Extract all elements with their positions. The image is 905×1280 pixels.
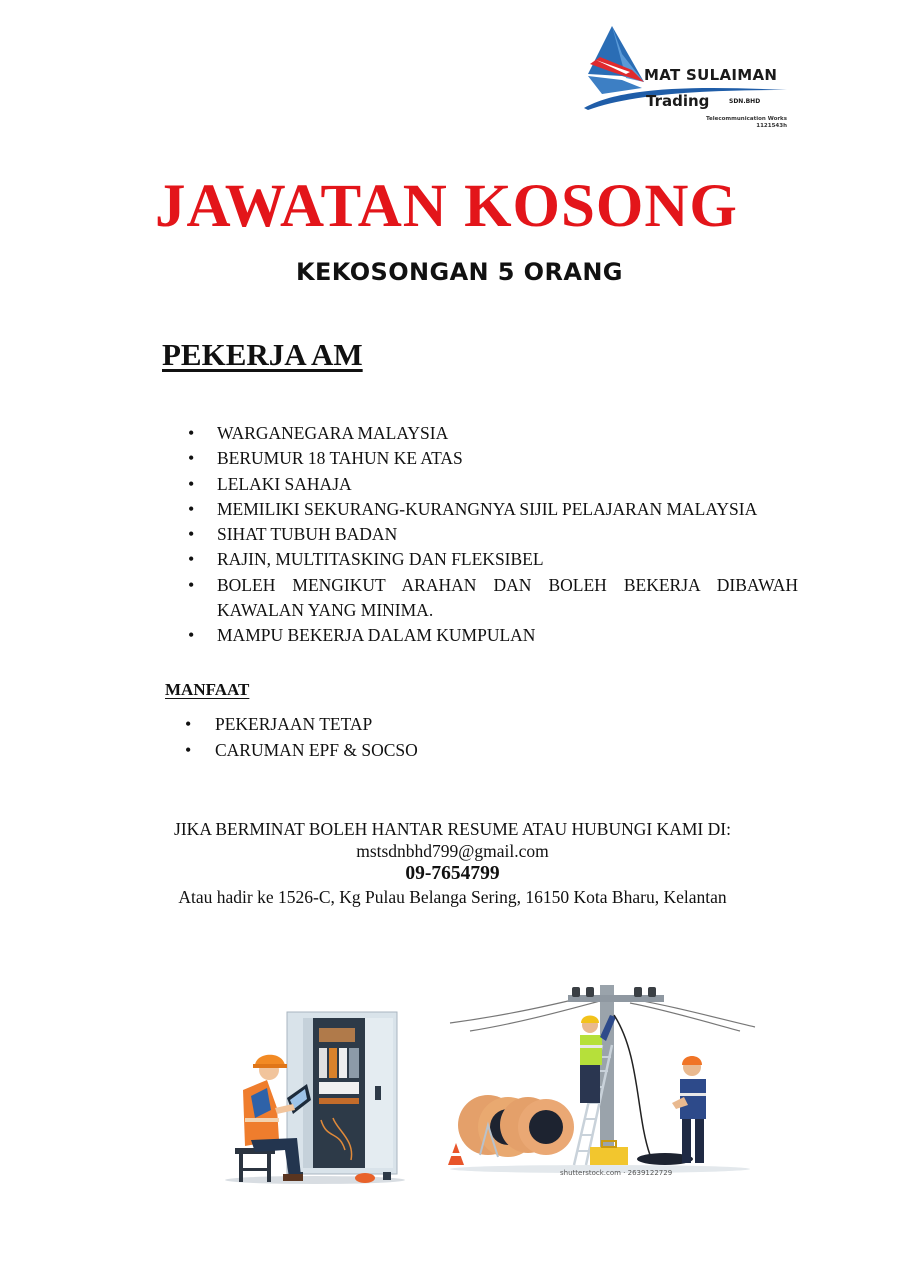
- benefits-list: [183, 711, 418, 763]
- page-title: JAWATAN KOSONG: [155, 173, 738, 240]
- contact-address: Atau hadir ke 1526-C, Kg Pulau Belanga Sering, 16150 Kota Bharu, Kelantan: [178, 887, 727, 907]
- position-title: PEKERJA AM: [162, 337, 363, 372]
- benefit-item: • PEKERJAAN TETAP: [183, 711, 418, 737]
- vacancy-count: KEKOSONGAN 5 ORANG: [296, 258, 623, 286]
- requirement-item: • WARGANEGARA MALAYSIA: [186, 421, 798, 446]
- contact-section: [140, 818, 765, 908]
- benefits-title: MANFAAT: [165, 680, 250, 699]
- requirement-item: • BOLEH MENGIKUT ARAHAN DAN BOLEH BEKERJA DIBAWAH KAWALAN YANG MINIMA.: [186, 573, 798, 624]
- image-credit: shutterstock.com · 2639122729: [560, 1169, 673, 1177]
- requirement-item: • RAJIN, MULTITASKING DAN FLEKSIBEL: [186, 547, 798, 572]
- logo-trading-text: Trading: [646, 92, 710, 110]
- requirement-item: • BERUMUR 18 TAHUN KE ATAS: [186, 446, 798, 471]
- requirements-list: [186, 421, 798, 649]
- contact-intro: JIKA BERMINAT BOLEH HANTAR RESUME ATAU HUBUNGI KAMI DI:: [174, 819, 731, 839]
- requirement-item: • MAMPU BEKERJA DALAM KUMPULAN: [186, 623, 798, 648]
- logo-tagline: [706, 116, 787, 130]
- benefit-item: • CARUMAN EPF & SOCSO: [183, 737, 418, 763]
- company-logo: [582, 24, 797, 136]
- requirement-item: • MEMILIKI SEKURANG-KURANGNYA SIJIL PELAJARAN MALAYSIA: [186, 497, 798, 522]
- contact-phone[interactable]: 09-7654799: [405, 863, 500, 884]
- requirement-item: • SIHAT TUBUH BADAN: [186, 522, 798, 547]
- requirement-item: • LELAKI SAHAJA: [186, 472, 798, 497]
- logo-sdn-bhd: SDN.BHD: [729, 98, 761, 105]
- technician-cabinet-illustration: [215, 1000, 405, 1190]
- logo-company-name: MAT SULAIMAN: [644, 66, 778, 84]
- logo-reg-no: 1121543h: [756, 123, 787, 129]
- logo-tagline-text: Telecommunication Works: [706, 116, 787, 122]
- contact-email[interactable]: mstsdnbhd799@gmail.com: [356, 841, 549, 861]
- linemen-pole-illustration: [440, 975, 760, 1185]
